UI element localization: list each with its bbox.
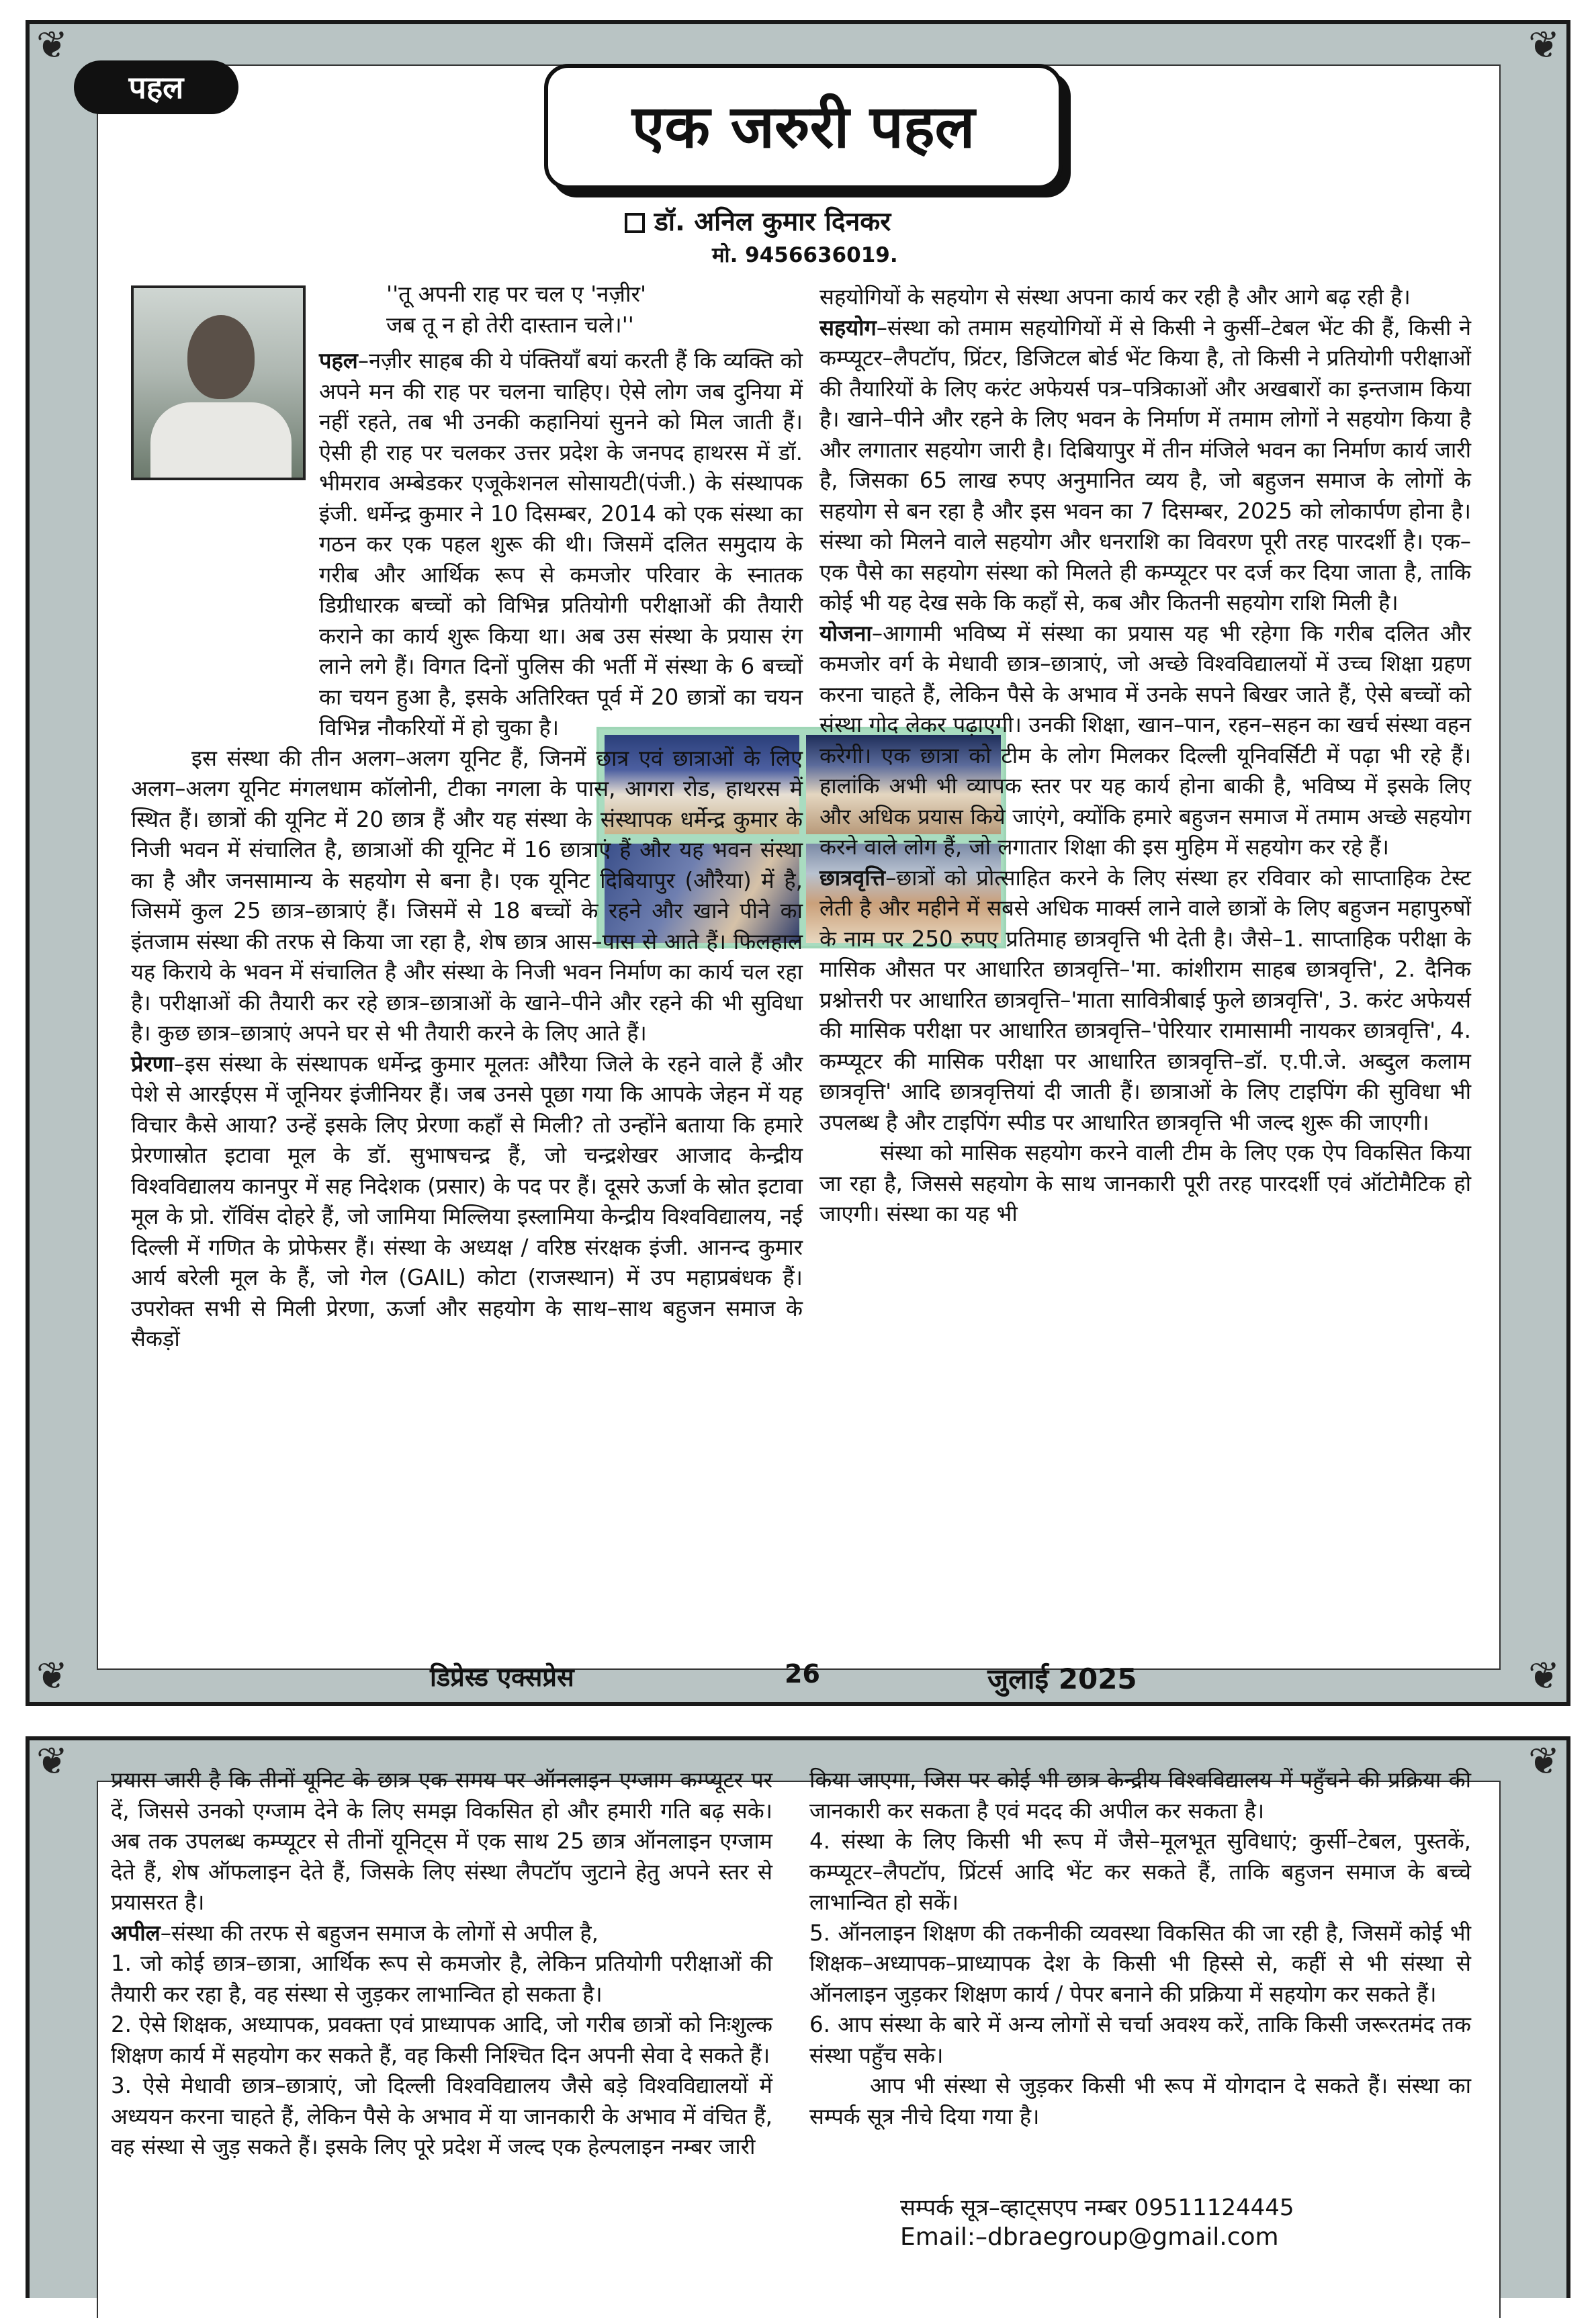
corner-ornament-icon: ❦ <box>1528 1740 1560 1783</box>
list-item: 5. ऑनलाइन शिक्षण की तकनीकी व्यवस्था विकसित की जा रही है, जिसमें कोई भी शिक्षक–अध्यापक–प्राध्यापक देश के किसी भी हिस्से से, कहीं से भी संस्था से ऑनलाइन जुड़कर शिक्षण कार्य / पेपर बनाने की प्रक्रिया में सहयोग कर सकते हैं। <box>809 1920 1471 2007</box>
list-item: 2. ऐसे शिक्षक, अध्यापक, प्रवक्ता एवं प्राध्यापक आदि, जो गरीब छात्रों को निःशुल्क शिक्षण कार्य में सहयोग कर सकते हैं, वह किसी निश्चित दिन अपनी सेवा दे सकते हैं। <box>111 2012 772 2068</box>
right-column-2 <box>809 1765 1471 2132</box>
paragraph: प्रयास जारी है कि तीनों यूनिट के छात्र एक समय पर ऑनलाइन एग्जाम कम्प्यूटर पर दें, जिससे उनको एग्जाम देने के लिए समझ विकसित हो और हमारी गति बढ़ सके। अब तक उपलब्ध कम्प्यूटर से तीनों यूनिट्स में एक साथ 25 छात्र ऑनलाइन एग्जाम देते हैं, शेष ऑफलाइन देते हैं, जिसके लिए संस्था लैपटॉप जुटाने हेतु अपने स्तर से प्रयासरत है। <box>111 1767 772 1915</box>
contact-email: Email:–dbraegroup@gmail.com <box>900 2223 1279 2251</box>
paragraph: योजना–आगामी भविष्य में संस्था का प्रयास यह भी रहेगा कि गरीब दलित और कमजोर वर्ग के मेधावी छात्र–छात्राएं, जो अच्छे विश्वविद्यालयों में उच्च शिक्षा ग्रहण करना चाहते हैं, लेकिन पैसे के अभाव में उनके सपने बिखर जाते हैं, ऐसे बच्चों को संस्था गोद लेकर पढ़ाएगी। उनकी शिक्षा, खान–पान, रहन–सहन का खर्च संस्था वहन करेगी। एक छात्रा को टीम के लोग मिलकर दिल्ली यूनिवर्सिटी में पढ़ा भी रहे हैं। हालांकि अभी भी व्यापक स्तर पर यह कार्य होना बाकी है, भविष्य में इसके लिए और अधिक प्रयास किये जाएंगे, क्योंकि हमारे बहुजन समाज में तमाम अच्छे सहयोग करने वाले लोग हैं, जो लगातार शिक्षा की इस मुहिम में सहयोग कर रहे हैं। <box>819 620 1471 860</box>
contact-phone: सम्पर्क सूत्र–व्हाट्सएप नम्बर 09511124445 <box>900 2194 1294 2221</box>
author-name: डॉ. अनिल कुमार दिनकर <box>654 207 891 237</box>
paragraph: सहयोग–संस्था को तमाम सहयोगियों में से किसी ने कुर्सी–टेबल भेंट की हैं, किसी ने कम्प्यूटर–लैपटॉप, प्रिंटर, डिजिटल बोर्ड भेंट किया है, तो किसी ने प्रतियोगी परीक्षाओं की तैयारियों के लिए करंट अफेयर्स पत्र–पत्रिकाओं और अखबारों का इन्तजाम किया है। खाने–पीने और रहने के लिए भवन के निर्माण में तमाम लोगों ने सहयोग किया है और लगातार सहयोग जारी है। दिबियापुर में तीन मंजिले भवन का निर्माण कार्य जारी है, जिसका 65 लाख रुपए अनुमानित व्यय है, जो बहुजन समाज के लोगों के सहयोग से बन रहा है और इस भवन का 7 दिसम्बर, 2025 को लोकार्पण होना है। संस्था को मिलने वाले सहयोग और धनराशि का विवरण पूरी तरह पारदर्शी है। एक–एक पैसे का सहयोग संस्था को मिलते ही कम्प्यूटर पर दर्ज कर दिया जाता है, ताकि कोई भी यह देख सके कि कहाँ से, कब और कितनी सहयोग राशि मिली है। <box>819 314 1471 615</box>
paragraph: आप भी संस्था से जुड़कर किसी भी रूप में योगदान दे सकते हैं। संस्था का सम्पर्क सूत्र नीचे दिया गया है। <box>809 2073 1471 2129</box>
list-item: 3. ऐसे मेधावी छात्र–छात्राएं, जो दिल्ली विश्वविद्यालय जैसे बड़े विश्वविद्यालयों में अध्ययन करना चाहते हैं, लेकिन पैसे के अभाव में या जानकारी के अभाव में वंचित हैं, वह संस्था से जुड़ सकते हैं। इसके लिए पूरे प्रदेश में जल्द एक हेल्पलाइन नम्बर जारी <box>111 2073 772 2159</box>
author-mobile: मो. 9456636019. <box>712 243 898 267</box>
opening-quote <box>386 279 646 341</box>
section-heading: पहल <box>319 348 358 373</box>
section-heading: सहयोग <box>819 314 877 341</box>
paragraph: प्रेरणा–इस संस्था के संस्थापक धर्मेन्द्र कुमार मूलतः औरैया जिले के रहने वाले हैं और पेशे से आरईएस में जूनियर इंजीनियर हैं। जब उनसे पूछा गया कि आपके जेहन में यह विचार कैसे आया? उन्हें इसके लिए प्रेरणा कहाँ से मिली? तो उन्होंने बताया कि हमारे प्रेरणास्रोत इटावा मूल के डॉ. सुभाषचन्द्र हैं, जो चन्द्रशेखर आजाद केन्द्रीय विश्वविद्यालय कानपुर में सह निदेशक (प्रसार) के पद पर हैं। दूसरे ऊर्जा के स्रोत इटावा मूल के प्रो. रॉविंस दोहरे हैं, जो जामिया मिल्लिया इस्लामिया केन्द्रीय विश्वविद्यालय, नई दिल्ली में गणित के प्रोफेसर हैं। संस्था के अध्यक्ष / वरिष्ठ संरक्षक इंजी. आनन्द कुमार आर्य बरेली मूल के हैं, जो गेल (GAIL) कोटा (राजस्थान) में उप महाप्रबंधक हैं। उपरोक्त सभी से मिली प्रेरणा, ऊर्जा और सहयोग के साथ–साथ बहुजन समाज के सैकड़ों <box>131 1051 803 1351</box>
footer-page-number: 26 <box>785 1659 820 1689</box>
quote-line: जब तू न हो तेरी दास्तान चले।'' <box>386 312 634 338</box>
left-column-1 <box>131 346 803 1355</box>
corner-ornament-icon: ❦ <box>1528 1654 1560 1698</box>
quote-line: ''तू अपनी राह पर चल ए 'नज़ीर' <box>386 281 647 307</box>
section-heading: प्रेरणा <box>131 1051 174 1077</box>
paragraph: छात्रवृत्ति–छात्रों को प्रोत्साहित करने के लिए संस्था हर रविवार को साप्ताहिक टेस्ट लेती है और महीने में सबसे अधिक मार्क्स लाने वाले छात्रों के लिए बहुजन महापुरुषों के नाम पर 250 रुपए प्रतिमाह छात्रवृत्ति भी देती है। जैसे–1. साप्ताहिक परीक्षा के मासिक औसत पर आधारित छात्रवृत्ति–'मा. कांशीराम साहब छात्रवृत्ति', 2. दैनिक प्रश्नोत्तरी पर आधारित छात्रवृत्ति–'माता सावित्रीबाई फुले छात्रवृत्ति', 3. करंट अफेयर्स की मासिक परीक्षा पर आधारित छात्रवृत्ति–'पेरियार रामासामी नायकर छात्रवृत्ति', 4. कम्प्यूटर की मासिक परीक्षा पर आधारित छात्रवृत्ति–डॉ. ए.पी.जे. अब्दुल कलाम छात्रवृत्ति' आदि छात्रवृत्तियां दी जाती हैं। छात्राओं के लिए टाइपिंग की सुविधा भी उपलब्ध है और टाइपिंग स्पीड पर आधारित छात्रवृत्ति भी जल्द शुरू की जाएगी। <box>819 864 1471 1135</box>
footer-date: जुलाई 2025 <box>987 1662 1137 1695</box>
paragraph: इस संस्था की तीन अलग–अलग यूनिट हैं, जिनमें छात्र एवं छात्राओं के लिए अलग–अलग यूनिट मंगलधाम कॉलोनी, टीका नगला के पास, आगरा रोड, हाथरस में स्थित हैं। छात्रों की यूनिट में 20 छात्र हैं और यह संस्था के संस्थापक धर्मेन्द्र कुमार के निजी भवन में संचालित है, छात्राओं की यूनिट में 16 छात्राएं हैं और यह भवन संस्था का है और जनसामान्य के सहयोग से बना है। एक यूनिट दिबियापुर (औरैया) में है, जिसमें कुल 25 छात्र–छात्राएं हैं। जिसमें से 18 बच्चों के रहने और खाने पीने का इंतजाम संस्था की तरफ से किया जा रहा है, शेष छात्र आस–पास से आते हैं। फिलहाल यह किराये के भवन में संचालित है और संस्था के निजी भवन निर्माण का कार्य चल रहा है। परीक्षाओं की तैयारी कर रहे छात्र–छात्राओं के खाने–पीने और रहने की भी सुविधा है। कुछ छात्र–छात्राएं अपने घर से भी तैयारी करने के लिए आते हैं। <box>131 745 803 1046</box>
checkbox-bullet-icon <box>625 213 645 233</box>
author-byline <box>625 203 891 238</box>
section-heading: योजना <box>819 620 872 646</box>
corner-ornament-icon: ❦ <box>36 1740 68 1783</box>
paragraph: किया जाएगा, जिस पर कोई भी छात्र केन्द्रीय विश्वविद्यालय में पहुँचने की प्रक्रिया की जानकारी कर सकता है एवं मदद की अपील कर सकता है। <box>809 1767 1471 1824</box>
section-heading: छात्रवृत्ति <box>819 864 886 891</box>
corner-ornament-icon: ❦ <box>36 1654 68 1698</box>
paragraph: संस्था को मासिक सहयोग करने वाली टीम के लिए एक ऐप विकसित किया जा रहा है, जिससे सहयोग के साथ जानकारी पूरी तरह पारदर्शी एवं ऑटोमैटिक हो जाएगी। संस्था का यह भी <box>819 1140 1471 1227</box>
paragraph: पहल–नज़ीर साहब की ये पंक्तियाँ बयां करती हैं कि व्यक्ति को अपने मन की राह पर चलना चाहिए। ऐसे लोग जब दुनिया में नहीं रहते, तब भी उनकी कहानियां सुनने को मिल जाती हैं। ऐसी ही राह पर चलकर उत्तर प्रदेश के जनपद हाथरस में डॉ. भीमराव अम्बेडकर एजूकेशनल सोसायटी(पंजी.) के संस्थापक इंजी. धर्मेन्द्र कुमार ने 10 दिसम्बर, 2014 को एक संस्था का गठन कर एक पहल शुरू की थी। जिसमें दलित समुदाय के गरीब और आर्थिक रूप से कमजोर परिवार के स्नातक डिग्रीधारक बच्चों को विभिन्न प्रतियोगी परीक्षाओं की तैयारी कराने का कार्य शुरू किया था। अब उस संस्था के प्रयास रंग लाने लगे हैं। विगत दिनों पुलिस की भर्ती में संस्था के 6 बच्चों का चयन हुआ है, इसके अतिरिक्त पूर्व में 20 छात्रों का चयन विभिन्न नौकरियों में हो चुका है। <box>319 348 803 740</box>
list-item: 6. आप संस्था के बारे में अन्य लोगों से चर्चा अवश्य करें, ताकि किसी जरूरतमंद तक संस्था पहुँच सके। <box>809 2012 1471 2068</box>
paragraph: अपील–संस्था की तरफ से बहुजन समाज के लोगों से अपील है, <box>111 1920 599 1946</box>
footer-magazine-name: डिप्रेस्ड एक्सप्रेस <box>430 1662 574 1692</box>
corner-ornament-icon: ❦ <box>1528 24 1560 67</box>
paragraph: सहयोगियों के सहयोग से संस्था अपना कार्य कर रही है और आगे बढ़ रही है। <box>819 284 1411 310</box>
article-title: एक जरुरी पहल <box>544 64 1063 189</box>
list-item: 1. जो कोई छात्र–छात्रा, आर्थिक रूप से कमजोर है, लेकिन प्रतियोगी परीक्षाओं की तैयारी कर रहा है, वह संस्था से जुड़कर लाभान्वित हो सकता है। <box>111 1951 772 2007</box>
right-column-1 <box>819 282 1471 1230</box>
section-heading: अपील <box>111 1920 161 1946</box>
left-column-2 <box>111 1765 772 2163</box>
list-item: 4. संस्था के लिए किसी भी रूप में जैसे–मूलभूत सुविधाएं; कुर्सी–टेबल, पुस्तकें, कम्प्यूटर–लैपटॉप, प्रिंटर्स आदि भेंट कर सकते हैं, ताकि बहुजन समाज के बच्चे लाभान्वित हो सकें। <box>809 1828 1471 1915</box>
section-tag: पहल <box>74 60 238 114</box>
corner-ornament-icon: ❦ <box>36 24 68 67</box>
